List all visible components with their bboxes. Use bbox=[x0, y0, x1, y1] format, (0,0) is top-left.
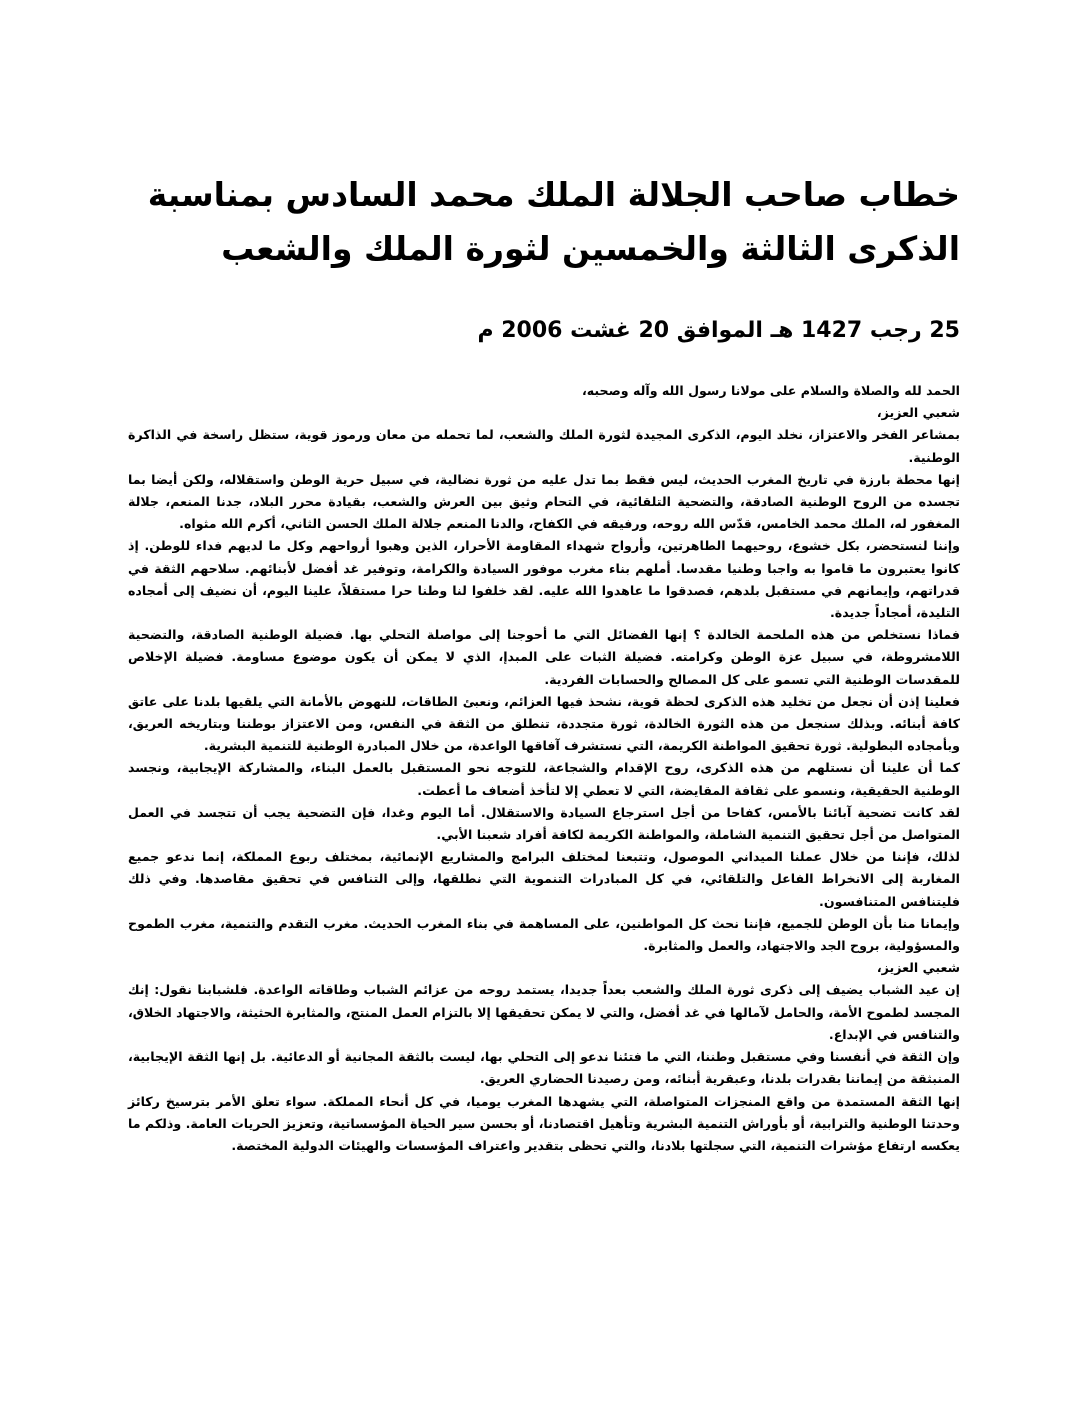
paragraph: كما أن علينا أن نستلهم من هذه الذكرى، روح الإقدام والشجاعة، للتوجه نحو المستقبل بالعمل البناء، والمشاركة الإيجابية، ونجسد الوطنية الحقيقية، ونسمو على ثقافة المقايضة، التي لا تعطي إلا لتأخذ أضعاف ما أعطت. bbox=[128, 760, 960, 798]
page-title bbox=[128, 168, 960, 276]
paragraph: فعلينا إذن أن نجعل من تخليد هذه الذكرى لحظة قوية، نشحذ فيها العزائم، ونعبئ الطاقات، للنهوض بالأمانة التي يلقيها بلدنا على عاتق كافة أبنائه. وبذلك سنجعل من هذه الثورة الخالدة، ثورة متجددة، تنطلق من الثقة في النفس، ومن الاعتزاز بوطننا وبتاريخه العريق، وبأمجاده البطولية. ثورة تحقيق المواطنة الكريمة، التي نستشرف آفاقها الواعدة، من خلال المبادرة الوطنية للتنمية البشرية. bbox=[128, 693, 960, 754]
paragraph: لقد كانت تضحية آبائنا بالأمس، كفاحا من أجل استرجاع السيادة والاستقلال. أما اليوم وغدا، فإن التضحية يجب أن تتجسد في العمل المتواصل من أجل تحقيق التنمية الشاملة، والمواطنة الكريمة لكافة أفراد شعبنا الأبي. bbox=[128, 804, 960, 843]
paragraph-opening: الحمد لله والصلاة والسلام على مولانا رسول الله وآله وصحبه، bbox=[581, 383, 960, 398]
paragraph: وإننا لنستحضر، بكل خشوع، روحيهما الطاهرتين، وأرواح شهداء المقاومة الأحرار، الذين وهبوا أرواحهم وكل ما لديهم فداء للوطن. إذ كانوا يعتبرون ما قاموا به واجبا وطنيا مقدسا. أملهم بناء مغرب موفور السيادة والكرامة، وتوفير غد أفضل لأبنائهم. سلاحهم الثقة في قدراتهم، وإيمانهم في مستقبل بلدهم، فصدقوا ما عاهدوا الله عليه. لقد خلفوا لنا وطنا حرا مستقلاً، علينا اليوم، أن نضيف إلى أمجاده التليدة، أمجاداً جديدة. bbox=[128, 538, 960, 621]
speech-body bbox=[128, 380, 960, 1157]
speech-date: 25 رجب 1427 هـ الموافق 20 غشت 2006 م bbox=[477, 318, 960, 343]
paragraph: لذلك، فإننا من خلال عملنا الميداني الموصول، وتتبعنا لمختلف البرامج والمشاريع الإنمائية، بمختلف ربوع المملكة، إنما ندعو جميع المغاربة إلى الانخراط الفاعل والتلقائي، في كل المبادرات التنموية التي نطلقها، وإلى التنافس في تحقيق مقاصدها. وفي ذلك فليتنافس المتنافسون. bbox=[128, 849, 960, 909]
document-page bbox=[128, 168, 960, 1157]
paragraph: إن عيد الشباب يضيف إلى ذكرى ثورة الملك والشعب بعداً جديدا، يستمد روحه من عزائم الشباب وطاقاته الواعدة. فلشبابنا نقول: إنك المجسد لطموح الأمة، والحامل لآمالها في غد أفضل، والتي لا يمكن تحقيقها إلا بالتزام العمل المنتج، والمثابرة الحثيثة، والاجتهاد الخلاق، والتنافس في الإبداع. bbox=[128, 982, 960, 1042]
paragraph: إنها محطة بارزة في تاريخ المغرب الحديث، ليس فقط بما تدل عليه من ثورة نضالية، في سبيل حرية الوطن واستقلاله، ولكن أيضا بما تجسده من الروح الوطنية الصادقة، والتضحية التلقائية، في التحام وثيق بين العرش والشعب، بقيادة محرر البلاد، جدنا المنعم، جلالة المغفور له، الملك محمد الخامس، قدّس الله روحه، ورفيقه في الكفاح، والدنا المنعم جلالة الملك الحسن الثاني، أكرم الله مثواه. bbox=[128, 471, 960, 532]
title-line-1: خطاب صاحب الجلالة الملك محمد السادس بمناسبة bbox=[147, 175, 960, 214]
paragraph: وإن الثقة في أنفسنا وفي مستقبل وطننا، التي ما فتئنا ندعو إلى التحلي بها، ليست بالثقة المجانية أو الدعائية. بل إنها الثقة الإيجابية، المنبثقة من إيماننا بقدرات بلدنا، وعبقرية أبنائه، ومن رصيدنا الحضاري العريق. bbox=[128, 1049, 960, 1087]
paragraph: إنها الثقة المستمدة من واقع المنجزات المتواصلة، التي يشهدها المغرب يوميا، في كل أنحاء المملكة. سواء تعلق الأمر بترسيخ ركائز وحدتنا الوطنية والترابية، أو بأوراش التنمية البشرية وتأهيل اقتصادنا، أو بحسن سير الحياة المؤسساتية، وتعزيز الحريات العامة. وذلكم ما يعكسه ارتفاع مؤشرات التنمية، التي سجلتها بلادنا، والتي تحظى بتقدير واعتراف المؤسسات والهيئات الدولية المختصة. bbox=[128, 1093, 960, 1153]
paragraph: وإيمانا منا بأن الوطن للجميع، فإننا نحث كل المواطنين، على المساهمة في بناء المغرب الحديث. مغرب التقدم والتنمية، مغرب الطموح والمسؤولية، بروح الجد والاجتهاد، والعمل والمثابرة. bbox=[128, 915, 960, 954]
title-line-2: الذكرى الثالثة والخمسين لثورة الملك والشعب bbox=[221, 229, 960, 268]
paragraph: فماذا نستخلص من هذه الملحمة الخالدة ؟ إنها الفضائل التي ما أحوجنا إلى مواصلة التحلي بها. فضيلة الوطنية الصادقة، والتضحية اللامشروطة، في سبيل عزة الوطن وكرامته. فضيلة الثبات على المبدإ، الذي لا يمكن أن يكون موضوع مساومة. فضيلة الإخلاص للمقدسات الوطنية التي تسمو على كل المصالح والحسابات الفردية. bbox=[128, 627, 960, 687]
paragraph-salutation: شعبي العزيز، bbox=[876, 405, 960, 421]
paragraph: بمشاعر الفخر والاعتزاز، نخلد اليوم، الذكرى المجيدة لثورة الملك والشعب، لما تحمله من معان ورموز قوية، ستظل راسخة في الذاكرة الوطنية. bbox=[128, 427, 960, 465]
paragraph-salutation: شعبي العزيز، bbox=[876, 960, 960, 976]
